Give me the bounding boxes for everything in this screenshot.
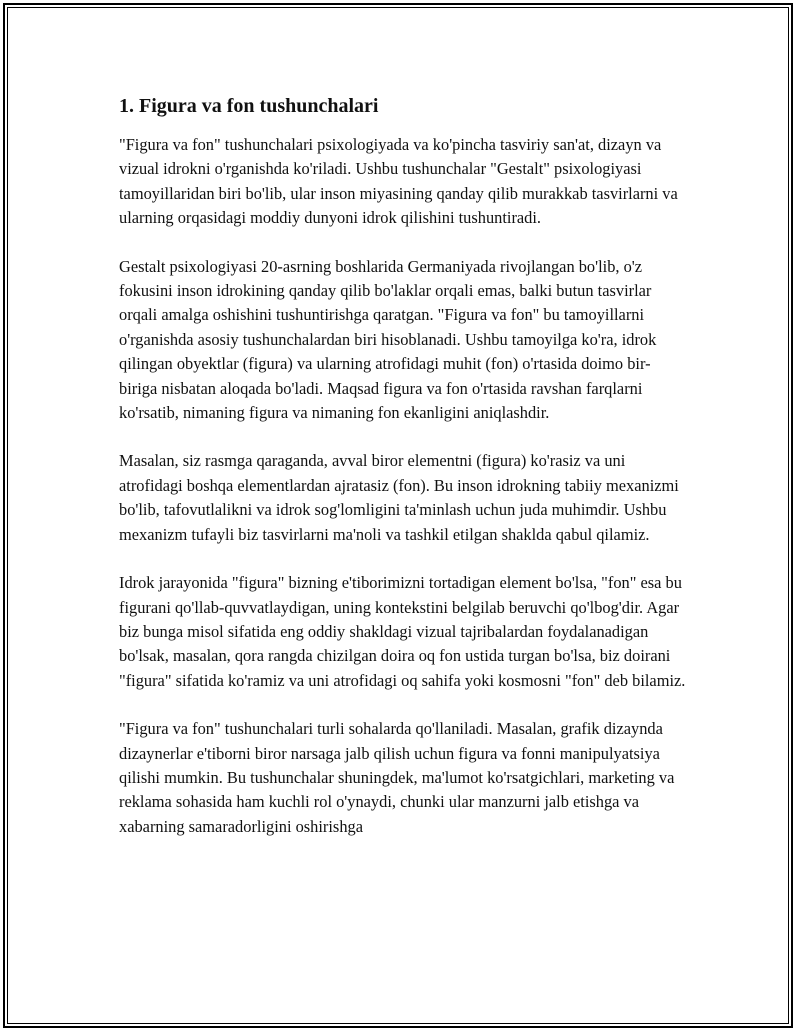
paragraph-4: Idrok jarayonida "figura" bizning e'tiborimizni tortadigan element bo'lsa, "fon" esa bu figurani qo'llab-quvvatlaydigan, uning kontekstini belgilab beruvchi qo'lbog'dir. Agar biz bunga misol sifatida eng oddiy shakldagi vizual tajribalardan foydalanadigan bo'lsak, masalan, qora rangda chizilgan doira oq fon ustida turgan bo'lsa, biz doirani "figura" sifatida ko'ramiz va uni atrofidagi oq sahifa yoki kosmosni "fon" deb bilamiz. xyxy=(119,573,686,690)
paragraph-3: Masalan, siz rasmga qaraganda, avval biror elementni (figura) ko'rasiz va uni atrofidagi boshqa elementlardan ajratasiz (fon). Bu inson idrokning tabiiy mexanizmi bo'lib, tafovutlalikni va idrok sog'lomligini ta'minlash uchun juda muhimdir. Ushbu mexanizm tufayli biz tasvirlarni ma'noli va tashkil etilgan shaklda qabul qilamiz. xyxy=(119,451,679,544)
paragraph-5: "Figura va fon" tushunchalari turli sohalarda qo'llaniladi. Masalan, grafik dizaynda dizaynerlar e'tiborni biror narsaga jalb qilish uchun figura va fonni manipulyatsiya qilishi mumkin. Bu tushunchalar shuningdek, ma'lumot ko'rsatgichlari, marketing va reklama sohasida ham kuchli rol o'ynaydi, chunki ular manzurni jalb etishga va xabarning samaradorligini oshirishga xyxy=(119,719,675,836)
paragraph-1: "Figura va fon" tushunchalari psixologiyada va ko'pincha tasviriy san'at, dizayn va vizual idrokni o'rganishda ko'riladi. Ushbu tushunchalar "Gestalt" psixologiyasi tamoyillaridan biri bo'lib, ular inson miyasining qanday qilib murakkab tasvirlarni va ularning orqasidagi moddiy dunyoni idrok qilishini tushuntiradi. xyxy=(119,135,678,228)
paragraph-2: Gestalt psixologiyasi 20-asrning boshlarida Germaniyada rivojlangan bo'lib, o'z fokusini inson idrokining qanday qilib bo'laklar orqali emas, balki butun tasvirlar orqali amalga oshishini tushuntirishga qaratgan. "Figura va fon" bu tamoyillarni o'rganishda asosiy tushunchalardan biri hisoblanadi. Ushbu tamoyilga ko'ra, idrok qilingan obyektlar (figura) va ularning atrofidagi muhit (fon) o'rtasida doimo bir-biriga nisbatan aloqada bo'ladi. Maqsad figura va fon o'rtasida ravshan farqlarni ko'rsatib, nimaning figura va nimaning fon ekanligini aniqlashdir. xyxy=(119,256,657,423)
document-body xyxy=(119,92,687,863)
section-heading: 1. Figura va fon tushunchalari xyxy=(119,95,379,117)
